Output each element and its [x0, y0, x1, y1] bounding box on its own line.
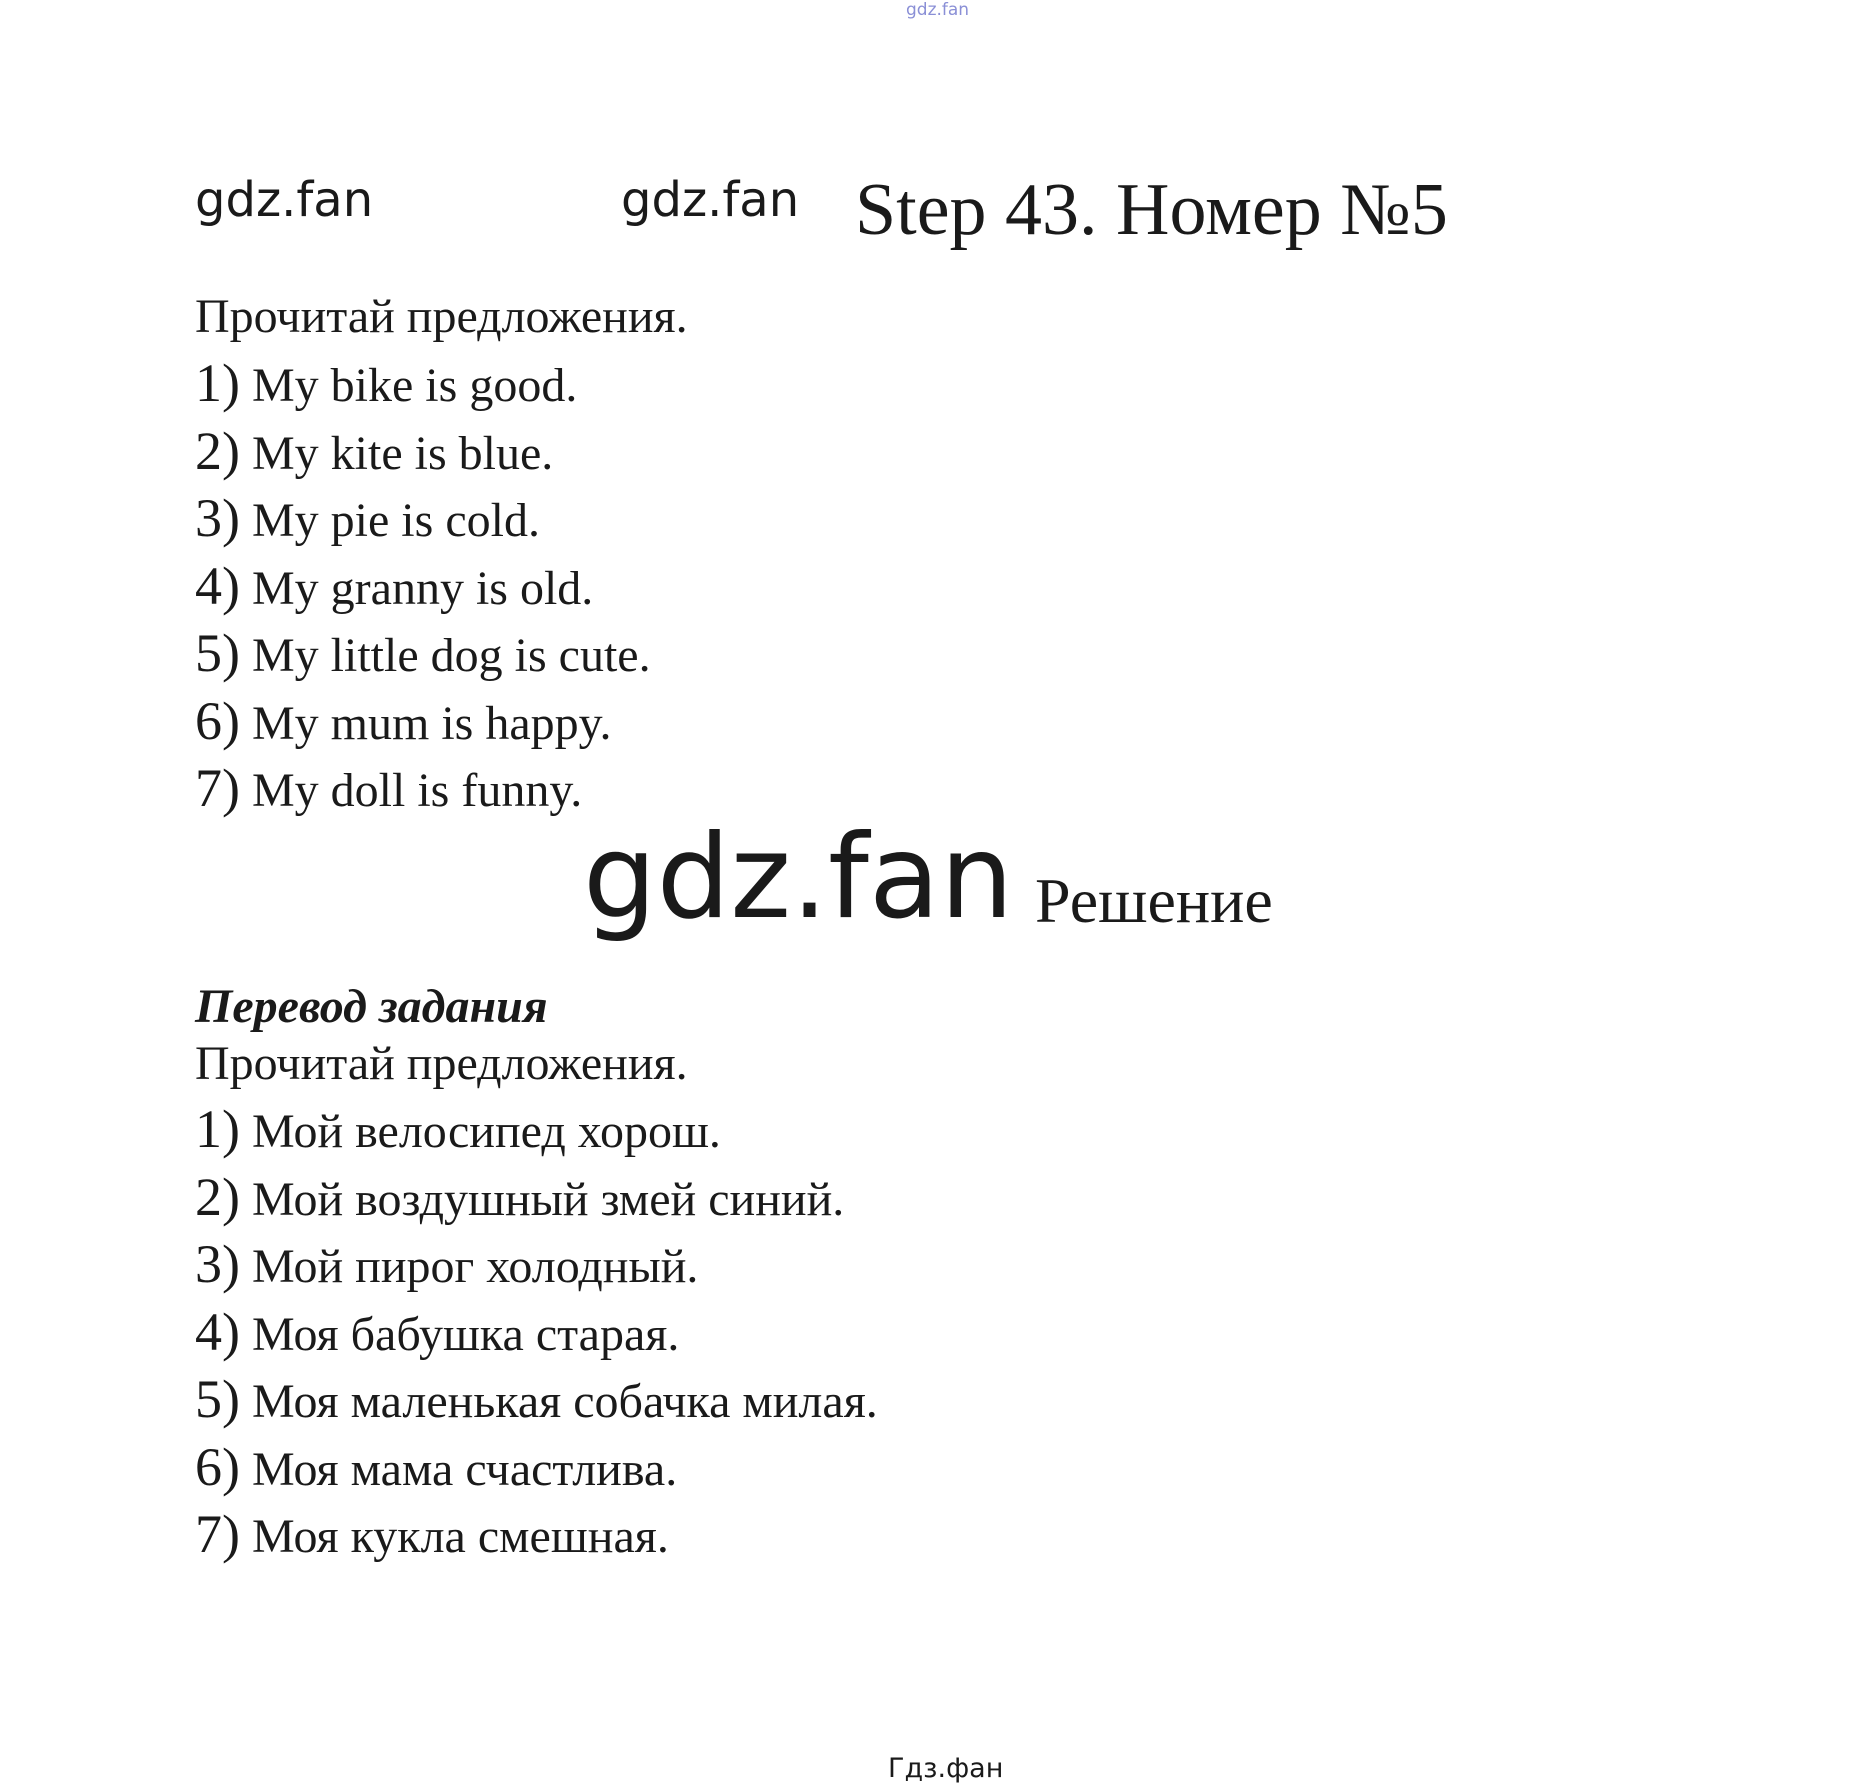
list-item: [195, 1164, 878, 1232]
item-number: 6): [195, 1436, 240, 1497]
item-text: Мой воздушный змей синий.: [251, 1172, 845, 1226]
task-sentence-list: [195, 350, 651, 823]
item-number: 4): [195, 1301, 240, 1362]
page-title: Step 43. Номер №5: [855, 169, 1448, 251]
item-number: 5): [195, 1369, 240, 1429]
item-text: My doll is funny.: [251, 764, 583, 817]
item-number: 7): [195, 1504, 240, 1564]
list-item: [195, 1231, 878, 1299]
list-item: [195, 1501, 878, 1569]
list-item: [195, 1299, 878, 1367]
item-text: My bike is good.: [251, 359, 578, 412]
item-text: My granny is old.: [251, 561, 594, 615]
footer-watermark: Гдз.фан: [888, 1753, 1004, 1784]
item-text: Мой пирог холодный.: [251, 1240, 699, 1293]
item-number: 1): [195, 1099, 240, 1159]
item-number: 3): [195, 1234, 240, 1294]
item-text: My little dog is cute.: [251, 629, 651, 682]
list-item: [195, 1096, 878, 1164]
item-number: 5): [195, 623, 240, 683]
item-text: Моя маленькая собачка милая.: [251, 1375, 878, 1428]
item-text: Моя мама счастлива.: [251, 1442, 678, 1496]
list-item: [195, 485, 651, 553]
top-watermark: gdz.fan: [906, 0, 970, 20]
translation-sentence-list: [195, 1096, 878, 1569]
item-number: 2): [195, 420, 240, 481]
item-number: 3): [195, 488, 240, 548]
list-item: [195, 350, 651, 418]
list-item: [195, 553, 651, 621]
watermark-large: gdz.fan: [583, 810, 1014, 945]
item-number: 4): [195, 555, 240, 616]
item-text: Моя кукла смешная.: [251, 1510, 669, 1563]
watermark-left: gdz.fan: [195, 172, 374, 228]
list-item: [195, 620, 651, 688]
item-number: 6): [195, 690, 240, 751]
item-text: Моя бабушка старая.: [251, 1307, 680, 1361]
item-number: 1): [195, 353, 240, 413]
translation-instruction: Прочитай предложения.: [195, 1037, 688, 1090]
watermark-middle: gdz.fan: [621, 172, 800, 228]
item-text: My kite is blue.: [251, 426, 554, 480]
list-item: [195, 688, 651, 756]
item-number: 2): [195, 1166, 240, 1227]
list-item: [195, 1366, 878, 1434]
list-item: [195, 418, 651, 486]
list-item: [195, 1434, 878, 1502]
task-instruction: Прочитай предложения.: [195, 290, 688, 343]
item-text: Мой велосипед хорош.: [251, 1105, 721, 1158]
translation-heading: Перевод задания: [195, 980, 548, 1033]
item-text: My mum is happy.: [251, 696, 612, 750]
item-text: My pie is cold.: [251, 494, 540, 547]
solution-heading: Решение: [1035, 865, 1273, 936]
item-number: 7): [195, 758, 240, 818]
